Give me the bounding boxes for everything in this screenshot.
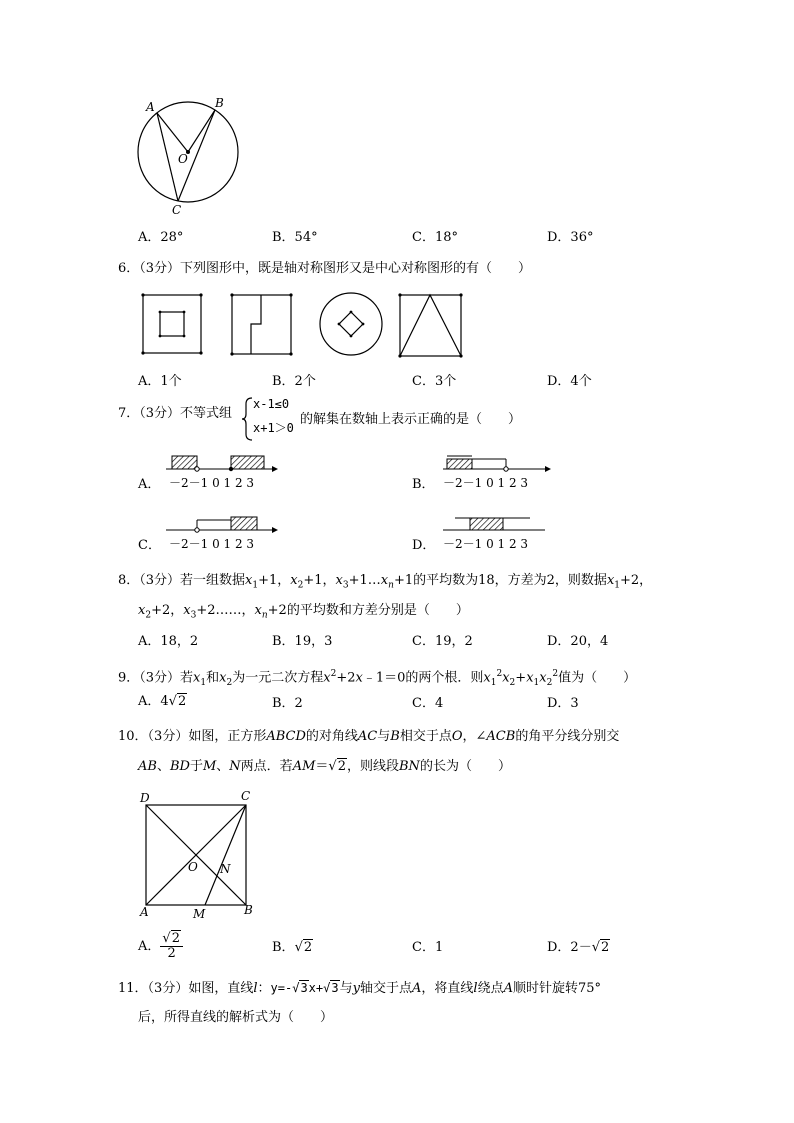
q10-label-a: A <box>140 905 149 919</box>
q6-stem: 6．（3分）下列图形中，既是轴对称图形又是中心对称图形的有（ ） <box>118 261 532 276</box>
q5-option-d[interactable]: D．36° <box>547 230 594 245</box>
q8-line1: 8．（3分）若一组数据$x_1+1$，$x_2+1$，$x_3+1\dots x_n+1$的平均数为18，方差为2，则数据$x_1+2$， <box>118 573 653 591</box>
q7-inequality-1: x-1≤0 <box>253 397 290 411</box>
q10-option-a[interactable]: A． $\frac{√2}{2}$ <box>138 932 183 961</box>
q8-line1-prefix: 8．（3分）若一组数据 <box>118 573 246 588</box>
q10-option-c[interactable]: C．1 <box>412 940 444 955</box>
q7-stem-suffix: 的解集在数轴上表示正确的是（ ） <box>300 412 522 427</box>
q5-label-b: B <box>215 96 224 110</box>
q6-option-d[interactable]: D．4个 <box>547 374 592 389</box>
q10-option-d[interactable]: D．2－√2 <box>547 940 610 955</box>
q7-stem-prefix: 7．（3分）不等式组 <box>118 406 233 421</box>
q7-axis-c: －2－1 0 1 2 3 <box>169 537 255 551</box>
q7-option-d[interactable]: D． <box>412 538 436 553</box>
q9-option-a[interactable]: A．4√2 <box>138 694 187 709</box>
q10-label-o: O <box>188 860 198 874</box>
q8-option-a[interactable]: A．18，2 <box>138 634 199 649</box>
q10-line2: AB、BD于M、N两点．若AM＝√2，则线段BN的长为（ ） <box>138 759 511 774</box>
q10-label-m: M <box>193 907 206 921</box>
q5-label-o: O <box>178 152 188 166</box>
q10-label-c: C <box>241 789 251 803</box>
q10-option-b[interactable]: B．√2 <box>272 940 313 955</box>
q5-option-b[interactable]: B．54° <box>272 230 318 245</box>
q9-stem: 9．（3分）若$x_1$和$x_2$为一元二次方程$x^2+2x﹣1=0$的两个根．则$x_1^2x_2+x_1x_2^2$值为（ ） <box>118 669 637 688</box>
q10-line1: 10．（3分）如图，正方形ABCD的对角线AC与B相交于点O，∠ACB的角平分线分别交 <box>118 729 620 744</box>
q7-option-c[interactable]: C． <box>138 538 161 553</box>
q8-option-d[interactable]: D．20，4 <box>547 634 609 649</box>
q5-label-c: C <box>172 203 182 217</box>
q7-inequality-2: x+1＞0 <box>253 421 294 435</box>
q6-option-b[interactable]: B．2个 <box>272 374 316 389</box>
q7-option-b[interactable]: B． <box>412 477 435 492</box>
q9-option-d[interactable]: D．3 <box>547 696 579 711</box>
q5-label-a: A <box>146 100 155 114</box>
q7-axis-b: －2－1 0 1 2 3 <box>443 476 529 490</box>
q7-option-a[interactable]: A． <box>138 477 161 492</box>
q5-option-c[interactable]: C．18° <box>412 230 458 245</box>
q11-line2: 后，所得直线的解析式为（ ） <box>138 1010 334 1025</box>
q11-line1: 11．（3分）如图，直线l：y=-√3x+√3与y轴交于点A，将直线l绕点A顺时针旋转75° <box>118 981 602 996</box>
q8-line1-suffix: 的平均数为18，方差为2，则数据 <box>413 573 607 588</box>
q5-option-a[interactable]: A．28° <box>138 230 184 245</box>
q8-line2-suffix: 的平均数和方差分别是（ ） <box>286 603 469 618</box>
q9-option-c[interactable]: C．4 <box>412 696 444 711</box>
q7-axis-a: －2－1 0 1 2 3 <box>169 476 255 490</box>
q7-axis-d: －2－1 0 1 2 3 <box>443 537 529 551</box>
q8-option-b[interactable]: B．19，3 <box>272 634 333 649</box>
q8-line2: $x_2+2$，$x_3+2\dots\dots$，$x_n+2$的平均数和方差分别是（ ） <box>138 603 469 621</box>
q9-option-b[interactable]: B．2 <box>272 696 303 711</box>
q6-option-a[interactable]: A．1个 <box>138 374 182 389</box>
q10-label-n: N <box>220 862 231 876</box>
q8-option-c[interactable]: C．19，2 <box>412 634 473 649</box>
q10-label-b: B <box>244 903 253 917</box>
q10-label-d: D <box>140 791 150 805</box>
q6-option-c[interactable]: C．3个 <box>412 374 457 389</box>
